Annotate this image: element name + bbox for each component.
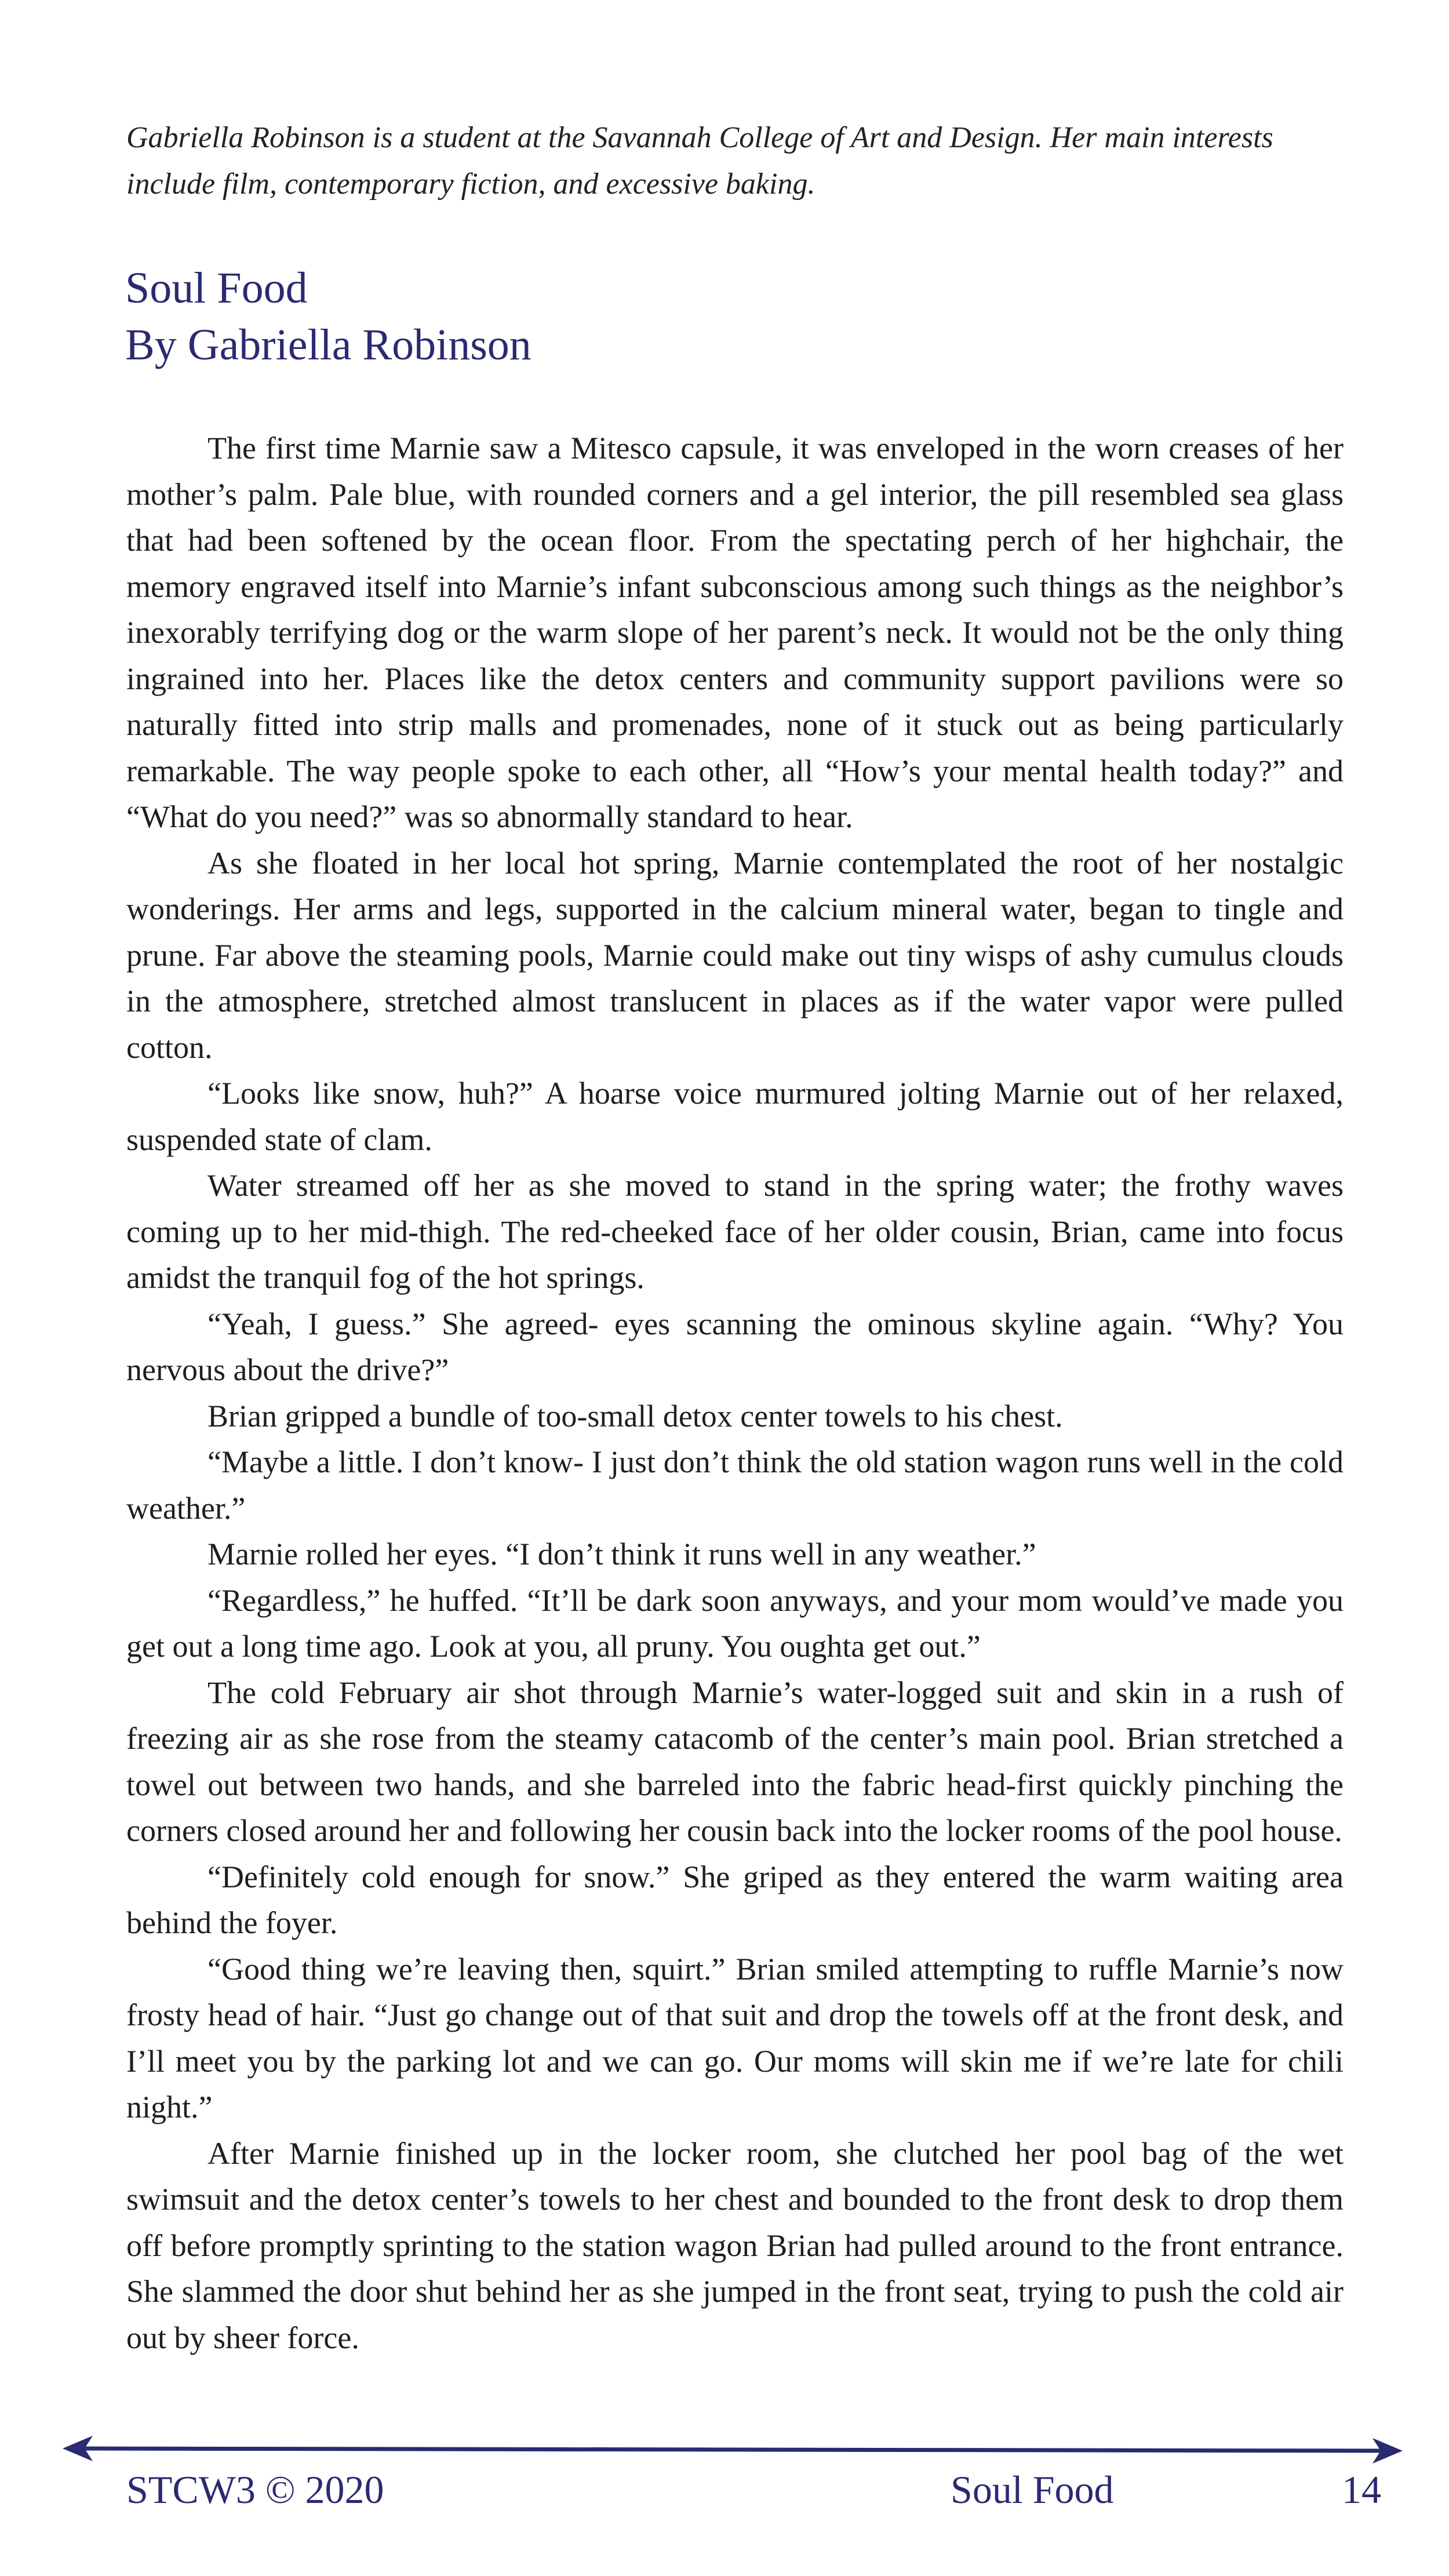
- footer-page-number: 14: [1342, 2468, 1381, 2512]
- paragraph: Water streamed off her as she moved to stand in the spring water; the frothy waves coming up to her mid-thigh. The red-cheeked face of her older cousin, Brian, came into focus amidst the tranquil fog of the hot springs.: [126, 1168, 1344, 1295]
- footer-arrow-divider: [0, 2432, 1449, 2467]
- paragraph: “Yeah, I guess.” She agreed- eyes scanning the ominous skyline again. “Why? You nervous about the drive?”: [126, 1306, 1344, 1387]
- story-body: [126, 425, 1344, 2361]
- author-bio: Gabriella Robinson is a student at the Savannah College of Art and Design. Her main interests include film, contemporary fiction, and excessive baking.: [126, 121, 1273, 201]
- story-heading: [125, 260, 531, 373]
- paragraph: “Good thing we’re leaving then, squirt.” Brian smiled attempting to ruffle Marnie’s now frosty head of hair. “Just go change out of that suit and drop the towels off at the front desk, and I’ll meet you by the parking lot and we can go. Our moms will skin me if we’re late for chili night.”: [126, 1951, 1344, 2124]
- paragraph: “Regardless,” he huffed. “It’ll be dark soon anyways, and your mom would’ve made you get out a long time ago. Look at you, all pruny. You oughta get out.”: [126, 1582, 1344, 1664]
- paragraph: Brian gripped a bundle of too-small detox center towels to his chest.: [207, 1398, 1063, 1433]
- paragraph: Marnie rolled her eyes. “I don’t think it runs well in any weather.”: [207, 1537, 1036, 1571]
- footer-publication: STCW3 © 2020: [126, 2468, 384, 2512]
- footer-story-title: Soul Food: [951, 2468, 1114, 2512]
- paragraph: After Marnie finished up in the locker room, she clutched her pool bag of the wet swimsuit and the detox center’s towels to her chest and bounded to the front desk to drop them off before promptly sprinting to the station wagon Brian had pulled around to the front entrance. She slammed the door shut behind her as she jumped in the front seat, trying to push the cold air out by sheer force.: [126, 2135, 1344, 2355]
- story-byline: By Gabriella Robinson: [125, 321, 531, 369]
- paragraph: “Maybe a little. I don’t know- I just don’t think the old station wagon runs well in the cold weather.”: [126, 1445, 1344, 1526]
- paragraph: The cold February air shot through Marnie’s water-logged suit and skin in a rush of freezing air as she rose from the steamy catacomb of the center’s main pool. Brian stretched a towel out between two hands, and she barreled into the fabric head-first quickly pinching the corners closed around her and following her cousin back into the locker rooms of the pool house.: [126, 1675, 1344, 1848]
- paragraph: “Definitely cold enough for snow.” She griped as they entered the warm waiting area behind the foyer.: [126, 1859, 1344, 1940]
- paragraph: As she floated in her local hot spring, Marnie contemplated the root of her nostalgic wonderings. Her arms and legs, supported in the calcium mineral water, began to tingle and prune. Far above the steaming pools, Marnie could make out tiny wisps of ashy cumulus clouds in the atmosphere, stretched almost translucent in places as if the water vapor were pulled cotton.: [126, 845, 1344, 1065]
- paragraph: The first time Marnie saw a Mitesco capsule, it was enveloped in the worn creases of her mother’s palm. Pale blue, with rounded corners and a gel interior, the pill resembled sea glass that had been softened by the ocean floor. From the spectating perch of her highchair, the memory engraved itself into Marnie’s infant subconscious among such things as the neighbor’s inexorably terrifying dog or the warm slope of her parent’s neck. It would not be the only thing ingrained into her. Places like the detox centers and community support pavilions were so naturally fitted into strip malls and promenades, none of it stuck out as being particularly remarkable. The way people spoke to each other, all “How’s your mental health today?” and “What do you need?” was so abnormally standard to hear.: [126, 431, 1344, 834]
- paragraph: “Looks like snow, huh?” A hoarse voice murmured jolting Marnie out of her relaxed, suspended state of clam.: [126, 1076, 1344, 1157]
- story-title: Soul Food: [125, 264, 308, 312]
